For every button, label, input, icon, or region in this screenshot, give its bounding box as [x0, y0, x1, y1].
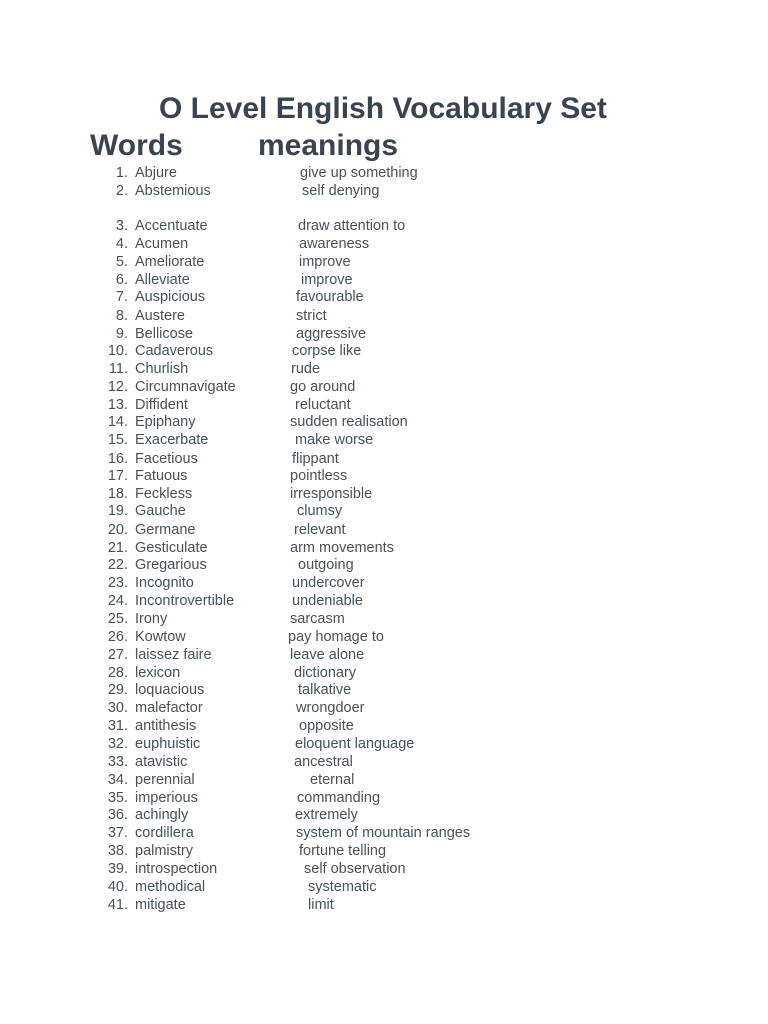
vocab-word: Feckless [135, 486, 193, 502]
vocab-word: atavistic [135, 754, 188, 770]
vocab-word: perennial [135, 772, 195, 788]
vocab-word: Churlish [135, 361, 189, 377]
vocab-number: 17. [107, 468, 128, 484]
vocab-number: 18. [107, 486, 128, 502]
vocab-meaning: reluctant [295, 397, 351, 413]
vocab-meaning: sarcasm [290, 611, 345, 627]
vocab-meaning: eternal [310, 772, 355, 788]
vocab-meaning: opposite [299, 718, 354, 734]
vocab-number: 20. [107, 522, 128, 538]
vocab-number: 3. [115, 218, 128, 234]
vocab-word: introspection [135, 861, 218, 877]
vocab-meaning: go around [290, 379, 356, 395]
words-column-heading: Words [90, 129, 183, 162]
vocab-meaning: system of mountain ranges [296, 825, 471, 841]
vocab-meaning: systematic [308, 879, 377, 895]
vocab-word: Diffident [135, 397, 188, 413]
vocab-number: 5. [115, 254, 128, 270]
vocab-number: 15. [107, 432, 128, 448]
vocab-number: 26. [107, 629, 128, 645]
vocab-word: Germane [135, 522, 196, 538]
vocab-meaning: eloquent language [295, 736, 415, 752]
vocab-number: 38. [107, 843, 128, 859]
vocab-number: 12. [107, 379, 128, 395]
vocab-meaning: wrongdoer [296, 700, 365, 716]
vocab-number: 6. [115, 272, 128, 288]
vocab-meaning: outgoing [298, 557, 354, 573]
vocab-meaning: improve [301, 272, 353, 288]
vocab-meaning: give up something [300, 165, 418, 181]
vocab-number: 21. [107, 540, 128, 556]
vocab-word: achingly [135, 807, 189, 823]
vocab-word: Austere [135, 308, 185, 324]
vocab-number: 9. [115, 326, 128, 342]
vocab-meaning: irresponsible [290, 486, 373, 502]
vocab-word: antithesis [135, 718, 197, 734]
vocab-number: 23. [107, 575, 128, 591]
vocab-meaning: favourable [296, 289, 364, 305]
vocab-word: methodical [135, 879, 206, 895]
vocab-word: Epiphany [135, 414, 196, 430]
vocab-number: 27. [107, 647, 128, 663]
vocab-word: Kowtow [135, 629, 186, 645]
vocab-word: Irony [135, 611, 168, 627]
vocab-word: Acumen [135, 236, 189, 252]
vocab-word: Alleviate [135, 272, 190, 288]
vocab-meaning: undeniable [292, 593, 363, 609]
vocab-number: 32. [107, 736, 128, 752]
vocab-word: malefactor [135, 700, 203, 716]
vocab-meaning: pay homage to [288, 629, 384, 645]
vocab-meaning: clumsy [297, 503, 343, 519]
vocab-word: Ameliorate [135, 254, 205, 270]
vocab-meaning: rude [291, 361, 321, 377]
vocab-number: 4. [115, 236, 128, 252]
vocab-number: 37. [107, 825, 128, 841]
vocab-number: 29. [107, 682, 128, 698]
vocab-word: palmistry [135, 843, 194, 859]
vocab-number: 39. [107, 861, 128, 877]
page-title: O Level English Vocabulary Set [159, 92, 607, 125]
vocab-meaning: aggressive [296, 326, 367, 342]
vocab-number: 2. [115, 183, 128, 199]
vocab-word: Cadaverous [135, 343, 214, 359]
vocab-meaning: extremely [295, 807, 358, 823]
vocab-meaning: commanding [297, 790, 381, 806]
vocab-word: Gregarious [135, 557, 207, 573]
vocab-number: 35. [107, 790, 128, 806]
vocab-meaning: draw attention to [298, 218, 406, 234]
vocab-meaning: ancestral [294, 754, 353, 770]
vocab-word: euphuistic [135, 736, 201, 752]
vocab-word: loquacious [135, 682, 205, 698]
vocab-number: 14. [107, 414, 128, 430]
vocab-meaning: limit [308, 897, 334, 913]
vocab-word: Abstemious [135, 183, 211, 199]
vocab-number: 34. [107, 772, 128, 788]
vocab-number: 1. [115, 165, 128, 181]
vocab-word: Auspicious [135, 289, 206, 305]
vocab-meaning: dictionary [294, 665, 357, 681]
vocab-meaning: talkative [298, 682, 352, 698]
vocab-meaning: sudden realisation [290, 414, 408, 430]
vocab-meaning: self observation [304, 861, 406, 877]
vocab-number: 41. [107, 897, 128, 913]
vocab-meaning: pointless [290, 468, 348, 484]
vocab-meaning: strict [296, 308, 327, 324]
vocab-meaning: relevant [294, 522, 346, 538]
vocab-number: 13. [107, 397, 128, 413]
vocab-meaning: corpse like [292, 343, 362, 359]
vocab-meaning: fortune telling [299, 843, 387, 859]
vocab-meaning: improve [299, 254, 351, 270]
vocab-meaning: leave alone [290, 647, 365, 663]
vocab-number: 7. [115, 289, 128, 305]
vocab-number: 36. [107, 807, 128, 823]
meanings-column-heading: meanings [258, 129, 399, 162]
vocab-word: Exacerbate [135, 432, 209, 448]
vocab-number: 25. [107, 611, 128, 627]
vocab-word: Circumnavigate [135, 379, 236, 395]
vocab-number: 24. [107, 593, 128, 609]
vocab-word: Abjure [135, 165, 177, 181]
vocab-word: Facetious [135, 451, 198, 467]
vocab-number: 8. [115, 308, 128, 324]
vocab-word: imperious [135, 790, 198, 806]
vocab-number: 10. [107, 343, 128, 359]
vocab-word: cordillera [135, 825, 194, 841]
vocab-meaning: make worse [295, 432, 374, 448]
vocab-word: Incognito [135, 575, 194, 591]
vocab-number: 22. [107, 557, 128, 573]
vocab-word: Bellicose [135, 326, 194, 342]
vocab-number: 40. [107, 879, 128, 895]
vocab-number: 28. [107, 665, 128, 681]
vocab-word: mitigate [135, 897, 186, 913]
vocab-word: lexicon [135, 665, 181, 681]
vocab-word: Fatuous [135, 468, 188, 484]
vocab-word: Accentuate [135, 218, 208, 234]
vocab-meaning: arm movements [290, 540, 394, 556]
vocab-meaning: undercover [292, 575, 365, 591]
vocab-word: laissez faire [135, 647, 212, 663]
vocab-number: 16. [107, 451, 128, 467]
vocab-number: 33. [107, 754, 128, 770]
vocab-meaning: flippant [292, 451, 339, 467]
vocab-number: 19. [107, 503, 128, 519]
vocab-meaning: awareness [299, 236, 370, 252]
vocab-meaning: self denying [302, 183, 380, 199]
vocab-number: 30. [107, 700, 128, 716]
vocab-word: Incontrovertible [135, 593, 235, 609]
vocab-number: 31. [107, 718, 128, 734]
vocab-word: Gauche [135, 503, 186, 519]
vocab-word: Gesticulate [135, 540, 208, 556]
vocab-number: 11. [108, 361, 128, 377]
